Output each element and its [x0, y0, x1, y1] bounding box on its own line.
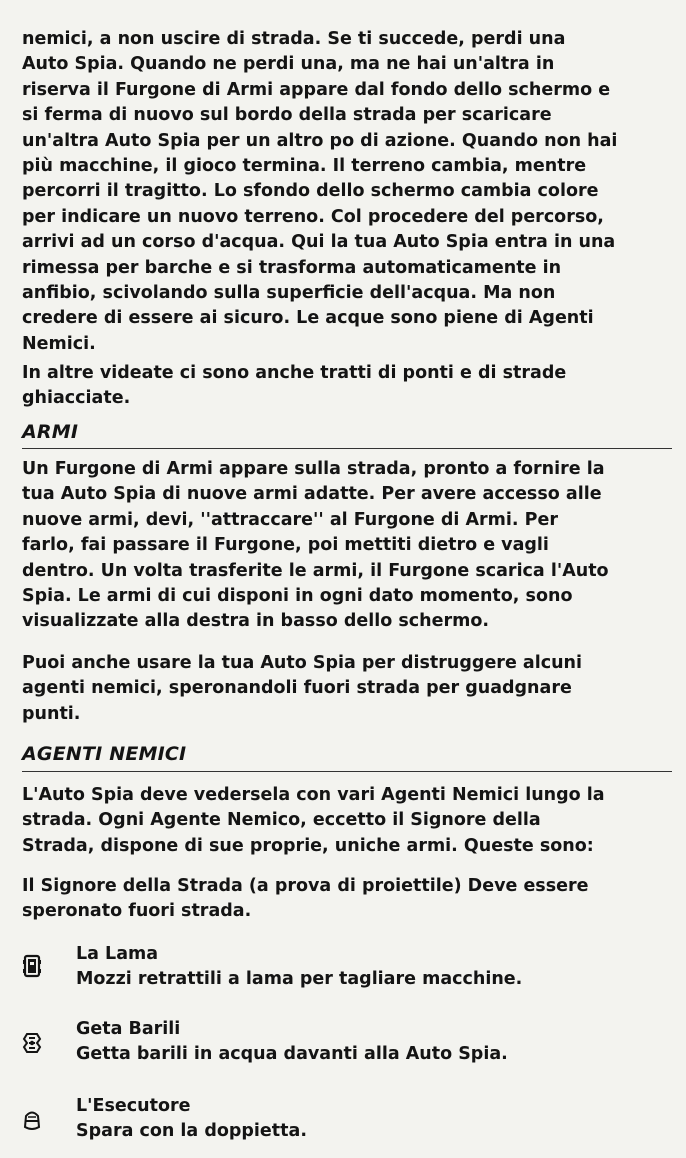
text-line: Strada, dispone di sue proprie, uniche armi. Queste sono: [22, 835, 594, 856]
road-lord-paragraph [22, 874, 670, 925]
text-line: Il Signore della Strada (a prova di proiettile) Deve essere [22, 876, 589, 896]
section-divider-agenti [22, 771, 672, 772]
section-heading-armi: ARMI [22, 421, 79, 443]
barrel-boat-icon [22, 1031, 42, 1055]
agent-name: La Lama [76, 944, 159, 964]
agent-description: Getta barili in acqua davanti alla Auto Spia. [76, 1044, 508, 1065]
text-line: un'altra Auto Spia per un altro po di azione. Quando non hai [22, 130, 618, 151]
agent-item-esecutore [22, 1094, 670, 1146]
agent-item-geta-barili [22, 1017, 670, 1069]
bridges-paragraph [22, 361, 670, 412]
text-line: nemici, a non uscire di strada. Se ti succede, perdi una [22, 29, 566, 49]
agent-name: Geta Barili [76, 1019, 181, 1039]
text-line: Puoi anche usare la tua Auto Spia per distruggere alcuni [22, 653, 582, 673]
agent-name: L'Esecutore [76, 1096, 191, 1116]
text-line: Spia. Le armi di cui disponi in ogni dato momento, sono [22, 585, 573, 606]
text-line: dentro. Un volta trasferite le armi, il Furgone scarica l'Auto [22, 560, 609, 581]
text-line: punti. [22, 703, 81, 724]
text-line: per indicare un nuovo terreno. Col procedere del percorso, [22, 206, 604, 227]
text-line: rimessa per barche e si trasforma automaticamente in [22, 257, 562, 278]
text-line: visualizzate alla destra in basso dello schermo. [22, 611, 490, 632]
text-line: nuove armi, devi, ''attraccare'' al Furgone di Armi. Per [22, 509, 558, 530]
armi-paragraph [22, 457, 670, 635]
text-line: agenti nemici, speronandoli fuori strada per guadgnare [22, 678, 572, 699]
text-line: anfibio, scivolando sulla superficie dell'acqua. Ma non [22, 282, 556, 303]
enforcer-car-icon [22, 1108, 42, 1132]
text-line: speronato fuori strada. [22, 901, 252, 922]
blade-car-icon [22, 954, 42, 978]
text-line: Auto Spia. Quando ne perdi una, ma ne hai un'altra in [22, 54, 555, 75]
text-line: Nemici. [22, 333, 96, 354]
agenti-paragraph [22, 783, 670, 859]
text-line: L'Auto Spia deve vedersela con vari Agenti Nemici lungo la [22, 785, 605, 805]
text-line: farlo, fai passare il Furgone, poi mettiti dietro e vagli [22, 535, 549, 556]
text-line: strada. Ogni Agente Nemico, eccetto il Signore della [22, 810, 541, 831]
text-line: più macchine, il gioco termina. Il terreno cambia, mentre [22, 155, 587, 176]
section-heading-agenti-nemici: AGENTI NEMICI [22, 743, 187, 765]
text-line: arrivi ad un corso d'acqua. Qui la tua Auto Spia entra in una [22, 232, 616, 253]
text-line: Un Furgone di Armi appare sulla strada, pronto a fornire la [22, 459, 605, 479]
text-line: In altre videate ci sono anche tratti di ponti e di strade [22, 363, 567, 383]
agent-description: Mozzi retrattili a lama per tagliare macchine. [76, 969, 523, 990]
section-divider-armi [22, 448, 672, 449]
intro-paragraph [22, 27, 670, 357]
armi-ramming-paragraph [22, 651, 670, 727]
agent-description: Spara con la doppietta. [76, 1121, 307, 1142]
text-line: si ferma di nuovo sul bordo della strada per scaricare [22, 105, 552, 126]
text-line: tua Auto Spia di nuove armi adatte. Per avere accesso alle [22, 484, 602, 505]
text-line: percorri il tragitto. Lo sfondo dello schermo cambia colore [22, 181, 599, 202]
agent-item-la-lama [22, 942, 670, 994]
text-line: credere di essere ai sicuro. Le acque sono piene di Agenti [22, 308, 594, 329]
text-line: ghiacciate. [22, 388, 131, 409]
text-line: riserva il Furgone di Armi appare dal fondo dello schermo e [22, 79, 611, 100]
